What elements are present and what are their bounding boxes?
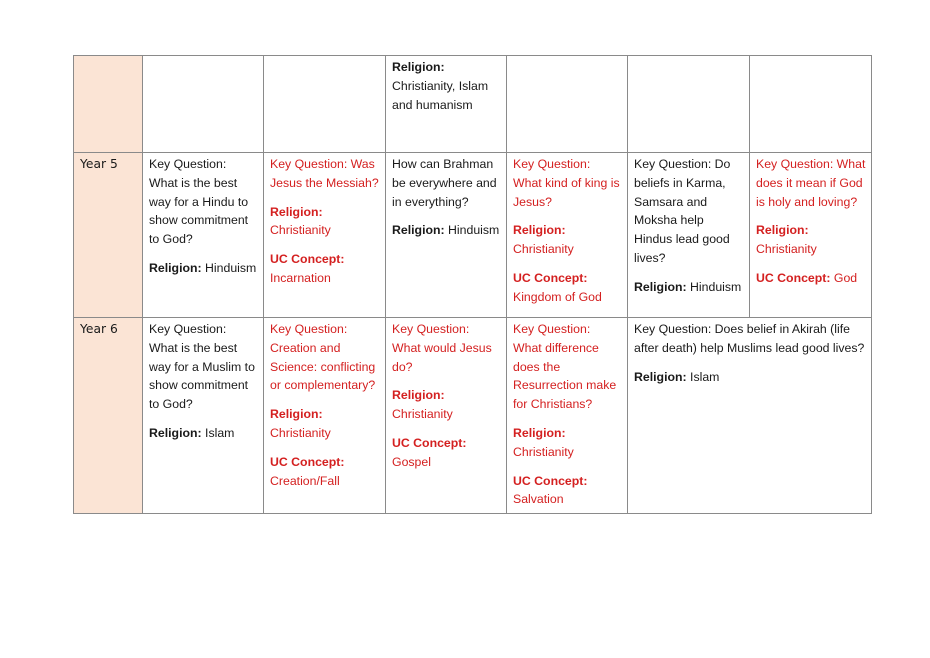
religion-value: Hinduism bbox=[690, 279, 742, 294]
table-cell bbox=[264, 318, 386, 514]
religion-line bbox=[270, 203, 380, 241]
table-cell-merged bbox=[628, 318, 872, 514]
table-cell bbox=[143, 153, 264, 318]
concept-line bbox=[270, 453, 380, 491]
table-cell bbox=[507, 56, 628, 153]
religion-label: Religion: bbox=[149, 425, 202, 440]
religion-value: Christianity bbox=[270, 425, 331, 440]
table-cell bbox=[507, 153, 628, 318]
table-cell bbox=[264, 153, 386, 318]
religion-label: Religion: bbox=[634, 279, 687, 294]
religion-line bbox=[392, 386, 501, 424]
concept-label: UC Concept: bbox=[392, 435, 467, 450]
religion-line bbox=[634, 368, 866, 387]
key-question: Key Question: What kind of king is Jesus? bbox=[513, 157, 620, 209]
concept-value: God bbox=[833, 270, 858, 285]
religion-label: Religion: bbox=[756, 223, 809, 238]
key-question: Key Question: Was Jesus the Messiah? bbox=[270, 157, 379, 190]
table-row bbox=[74, 56, 872, 153]
key-question: Key Question: What does it mean if God is holy and loving? bbox=[756, 157, 866, 209]
year-label: Year 6 bbox=[74, 318, 143, 514]
religion-label: Religion: bbox=[149, 260, 202, 275]
table-cell bbox=[386, 153, 507, 318]
religion-label: Religion: bbox=[513, 425, 566, 440]
religion-line bbox=[513, 424, 622, 462]
key-question: Key Question: Does belief in Akirah (life after death) help Muslims lead good lives? bbox=[634, 322, 865, 355]
religion-value: Hinduism bbox=[205, 260, 257, 275]
key-question: Key Question: Do beliefs in Karma, Samsara and Moksha help Hindus lead good lives? bbox=[634, 157, 731, 265]
key-question: How can Brahman be everywhere and in everything? bbox=[392, 157, 497, 209]
year-label: Year 5 bbox=[74, 153, 143, 318]
year-cell-empty bbox=[74, 56, 143, 153]
table-cell bbox=[750, 153, 872, 318]
religion-label: Religion: bbox=[392, 60, 445, 74]
religion-line bbox=[270, 405, 380, 443]
key-question: Key Question: What is the best way for a Hindu to show commitment to God? bbox=[149, 157, 249, 247]
religion-line bbox=[392, 221, 501, 240]
table-cell bbox=[386, 318, 507, 514]
religion-line bbox=[634, 278, 744, 297]
table-cell bbox=[507, 318, 628, 514]
religion-value: Islam bbox=[690, 369, 720, 384]
concept-line bbox=[270, 250, 380, 288]
table-cell bbox=[628, 153, 750, 318]
religion-value: Christianity bbox=[392, 407, 453, 422]
concept-line bbox=[513, 269, 622, 307]
religion-label: Religion: bbox=[513, 223, 566, 238]
concept-value: Creation/Fall bbox=[270, 473, 340, 488]
concept-line bbox=[756, 269, 866, 288]
curriculum-table bbox=[73, 55, 872, 514]
concept-value: Kingdom of God bbox=[513, 289, 602, 304]
concept-value: Gospel bbox=[392, 454, 431, 469]
religion-line bbox=[149, 259, 258, 278]
table-cell bbox=[628, 56, 750, 153]
key-question: Key Question: Creation and Science: conflicting or complementary? bbox=[270, 322, 376, 393]
religion-value: Christianity bbox=[756, 242, 817, 257]
concept-line bbox=[392, 434, 501, 472]
concept-label: UC Concept: bbox=[513, 473, 588, 488]
religion-label: Religion: bbox=[270, 204, 323, 219]
concept-label: UC Concept: bbox=[756, 270, 831, 285]
religion-value: Christianity bbox=[513, 242, 574, 257]
religion-label: Religion: bbox=[634, 369, 687, 384]
concept-value: Salvation bbox=[513, 492, 564, 507]
table-row bbox=[74, 318, 872, 514]
concept-value: Incarnation bbox=[270, 270, 331, 285]
religion-label: Religion: bbox=[392, 223, 445, 238]
key-question: Key Question: What difference does the Resurrection make for Christians? bbox=[513, 322, 617, 412]
religion-value: Hinduism bbox=[448, 223, 500, 238]
religion-value: Christianity bbox=[513, 444, 574, 459]
table-cell bbox=[750, 56, 872, 153]
table-cell bbox=[143, 318, 264, 514]
table-cell bbox=[386, 56, 507, 153]
religion-label: Religion: bbox=[392, 388, 445, 403]
concept-label: UC Concept: bbox=[270, 454, 345, 469]
religion-line bbox=[513, 221, 622, 259]
concept-label: UC Concept: bbox=[270, 252, 345, 267]
religion-line bbox=[756, 221, 866, 259]
key-question: Key Question: What is the best way for a Muslim to show commitment to God? bbox=[149, 322, 255, 412]
religion-value: Christianity bbox=[270, 223, 331, 238]
table-row bbox=[74, 153, 872, 318]
concept-label: UC Concept: bbox=[513, 270, 588, 285]
religion-label: Religion: bbox=[270, 407, 323, 422]
concept-line bbox=[513, 472, 622, 510]
religion-value: Christianity, Islam and humanism bbox=[392, 78, 489, 112]
religion-value: Islam bbox=[205, 425, 235, 440]
table-cell bbox=[264, 56, 386, 153]
table-cell bbox=[143, 56, 264, 153]
religion-line bbox=[149, 424, 258, 443]
key-question: Key Question: What would Jesus do? bbox=[392, 322, 492, 374]
